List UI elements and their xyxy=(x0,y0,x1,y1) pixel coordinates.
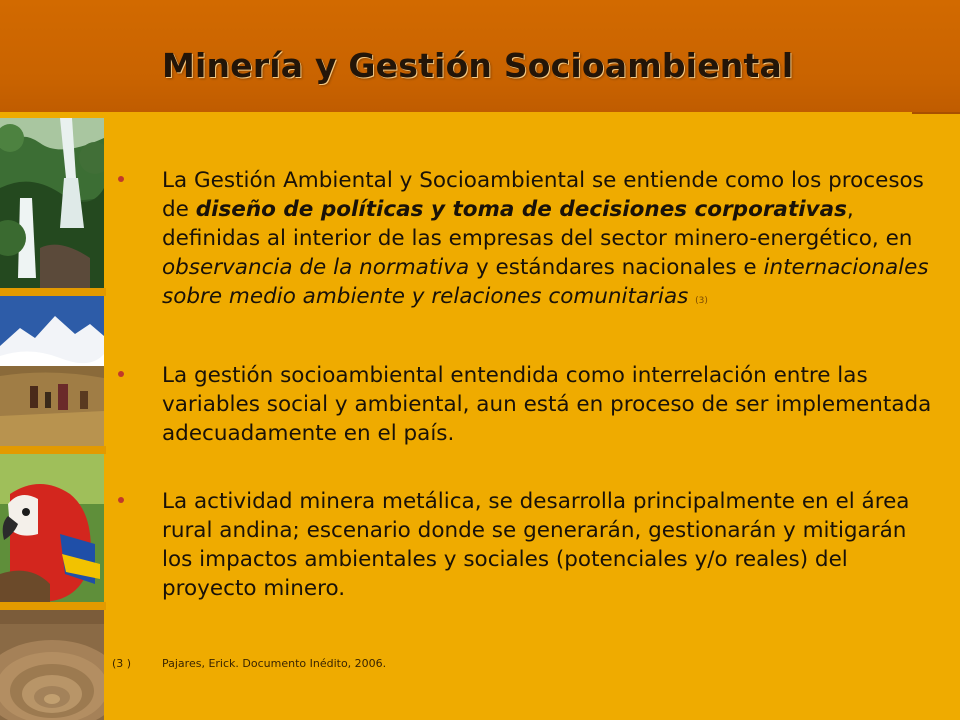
bullet-item xyxy=(118,166,938,316)
photo-divider xyxy=(0,602,106,610)
bullet-text xyxy=(162,361,938,448)
text-segment: La gestión socioambiental entendida como interrelación entre las variables social y ambiental, aun está en proceso de ser implementada adecuadamente en el país. xyxy=(162,363,932,446)
bullet-item xyxy=(118,361,938,448)
italic-segment: internacionales sobre medio ambiente y relaciones comunitarias xyxy=(162,255,929,309)
italic-segment: observancia de la normativa xyxy=(162,255,470,280)
bullet-icon xyxy=(118,371,124,377)
footnote-marker: (3 ) xyxy=(112,657,132,670)
bullet-item xyxy=(118,487,938,603)
photo-strip xyxy=(0,112,106,720)
photo-divider xyxy=(0,446,106,454)
moray-terraces-photo xyxy=(0,610,104,720)
header-accent-line xyxy=(912,112,960,114)
bullet-icon xyxy=(118,176,124,182)
footnote xyxy=(112,657,386,670)
bullet-icon xyxy=(118,497,124,503)
header-bar xyxy=(0,0,960,112)
text-segment: La actividad minera metálica, se desarrolla principalmente en el área rural andina; escenario donde se generarán, gestionarán y mitigarán los impactos ambientales y sociales (potenciales y/o reales) del proyecto minero. xyxy=(162,489,910,601)
reference-marker: (3) xyxy=(695,296,708,306)
photo-divider xyxy=(0,288,106,296)
slide-title: Minería y Gestión Socioambiental xyxy=(162,46,794,85)
waterfall-photo xyxy=(0,118,104,288)
footnote-text: Pajares, Erick. Documento Inédito, 2006. xyxy=(162,657,387,670)
bullet-text xyxy=(162,166,938,316)
emphasis-segment: diseño de políticas y toma de decisiones corporativas xyxy=(195,197,847,222)
macaw-parrot-photo xyxy=(0,454,104,602)
text-segment: , definidas al interior de las empresas del sector minero-energético, en xyxy=(162,197,913,251)
andes-mountains-photo xyxy=(0,296,104,446)
text-segment: y estándares nacionales e xyxy=(469,255,764,280)
text-segment: La Gestión Ambiental y Socioambiental se entiende como los procesos de xyxy=(162,168,924,222)
bullet-text xyxy=(162,487,938,603)
